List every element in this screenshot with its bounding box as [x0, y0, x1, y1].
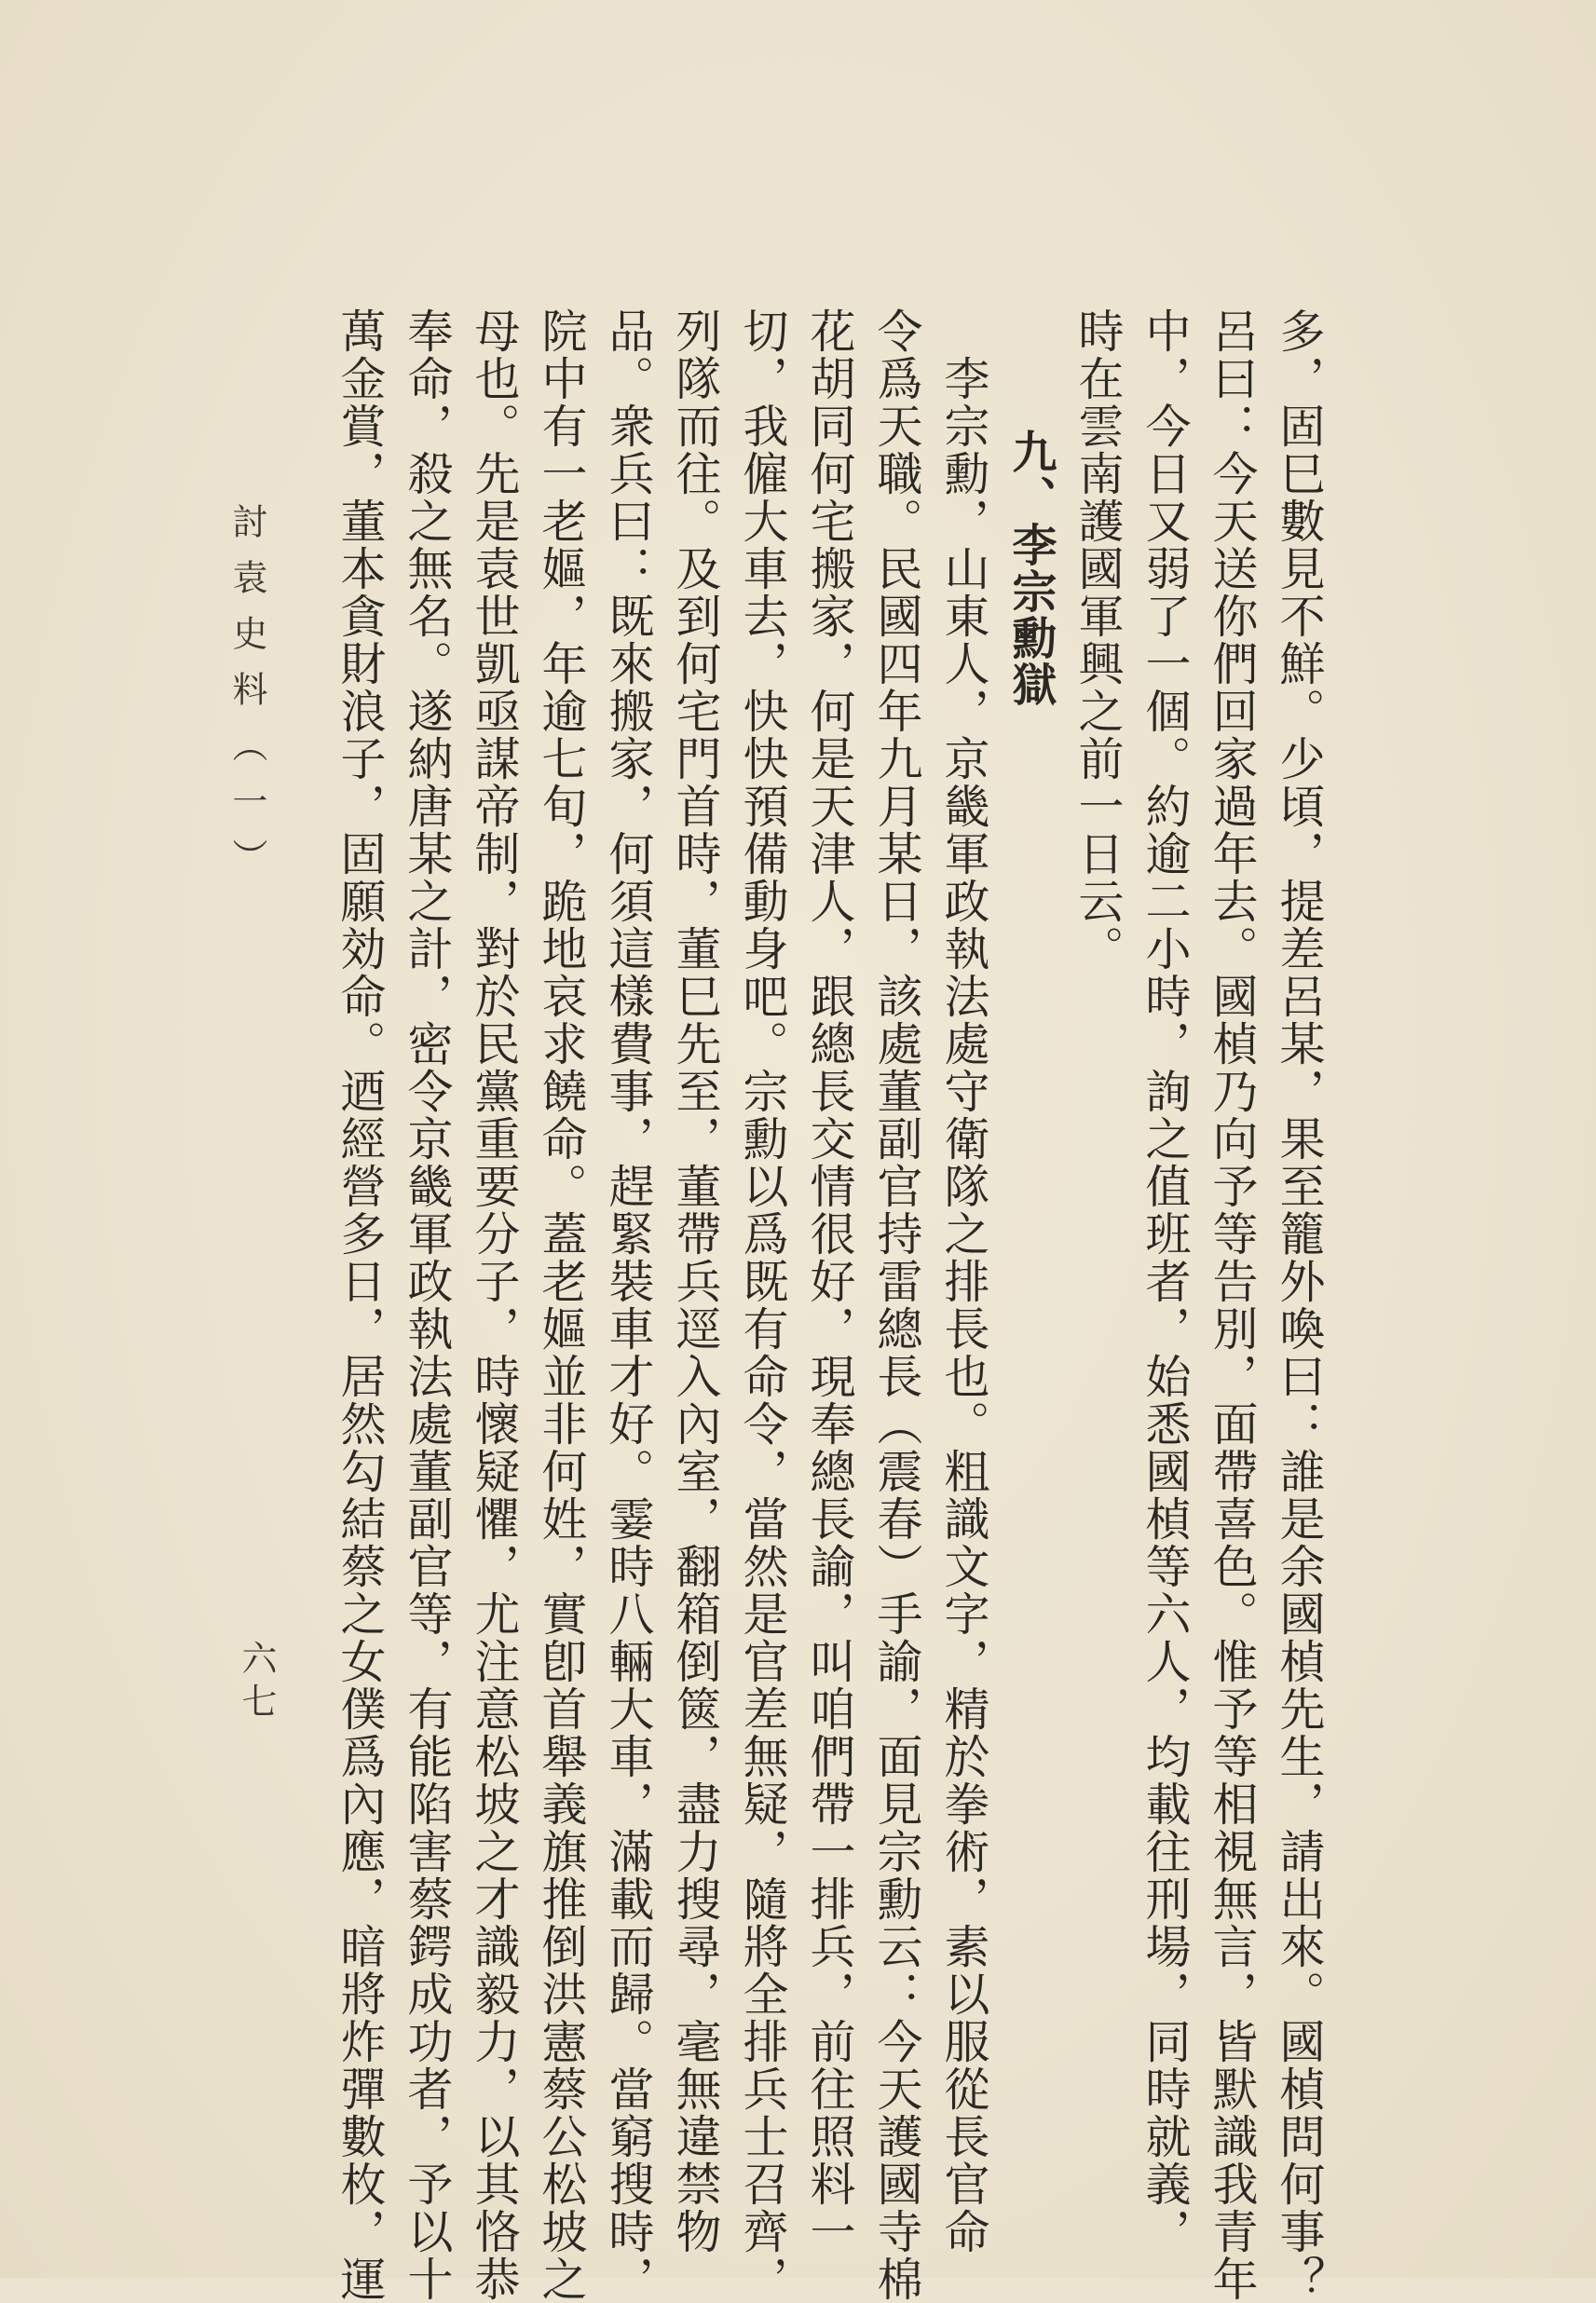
text-column-8: 花胡同何宅搬家，何是天津人，跟總長交情很好，現奉總長諭，叫咱們帶一排兵，前往照料一: [803, 307, 856, 2255]
text-column-6: 李宗勳，山東人，京畿軍政執法處守衛隊之排長也。粗識文字，精於拳術，素以服從長官命: [937, 307, 990, 2255]
text-column-7: 令爲天職。民國四年九月某日，該處董副官持雷總長（震春）手諭，面見宗勳云：今天護國寺棉: [870, 307, 923, 2303]
page-number: 六七: [236, 1640, 277, 1725]
text-column-1: 多，固巳數見不鮮。少頃，提差呂某，果至籠外喚曰：誰是余國楨先生，請出來。國楨問何事？: [1273, 307, 1326, 2303]
text-column-10: 列隊而往。及到何宅門首時，董巳先至，董帶兵逕入內室，翻箱倒篋，盡力搜尋，毫無違禁物: [669, 307, 722, 2255]
text-column-9: 切，我僱大車去，快快預備動身吧。宗勳以爲既有命令，當然是官差無疑，隨將全排兵士召齊，: [736, 307, 789, 2303]
text-column-2: 呂曰：今天送你們回家過年去。國楨乃向予等告別，面帶喜色。惟予等相視無言，皆默識我青年: [1206, 307, 1259, 2303]
text-column-12: 院中有一老嫗，年逾七旬，跪地哀求饒命。蓋老嫗並非何姓，實卽首舉義旗推倒洪憲蔡公松坡之: [535, 307, 588, 2303]
text-column-14: 奉命，殺之無名。遂納唐某之計，密令京畿軍政執法處董副官等，有能陷害蔡鍔成功者，予以十: [401, 307, 454, 2303]
text-column-15: 萬金賞，董本貪財浪子，固願効命。迺經營多日，居然勾結蔡之女僕爲內應，暗將炸彈數枚，運: [334, 307, 387, 2303]
text-column-13: 母也。先是袁世凱亟謀帝制，對於民黨重要分子，時懷疑懼，尤注意松坡之才識毅力，以其恪恭: [468, 307, 521, 2303]
text-column-11: 品。衆兵曰：既來搬家，何須這樣費事，趕緊裝車才好。霎時八輛大車，滿載而歸。當窮搜時，: [602, 307, 655, 2303]
section-heading: 九、李宗勳獄: [1004, 429, 1057, 708]
text-column-4: 時在雲南護國軍興之前一日云。: [1071, 307, 1125, 973]
book-title-footer: 討袁史料（一）: [226, 503, 267, 894]
text-column-3: 中，今日又弱了一個。約逾二小時，詢之值班者，始悉國楨等六人，均載往刑場，同時就義，: [1139, 307, 1192, 2255]
